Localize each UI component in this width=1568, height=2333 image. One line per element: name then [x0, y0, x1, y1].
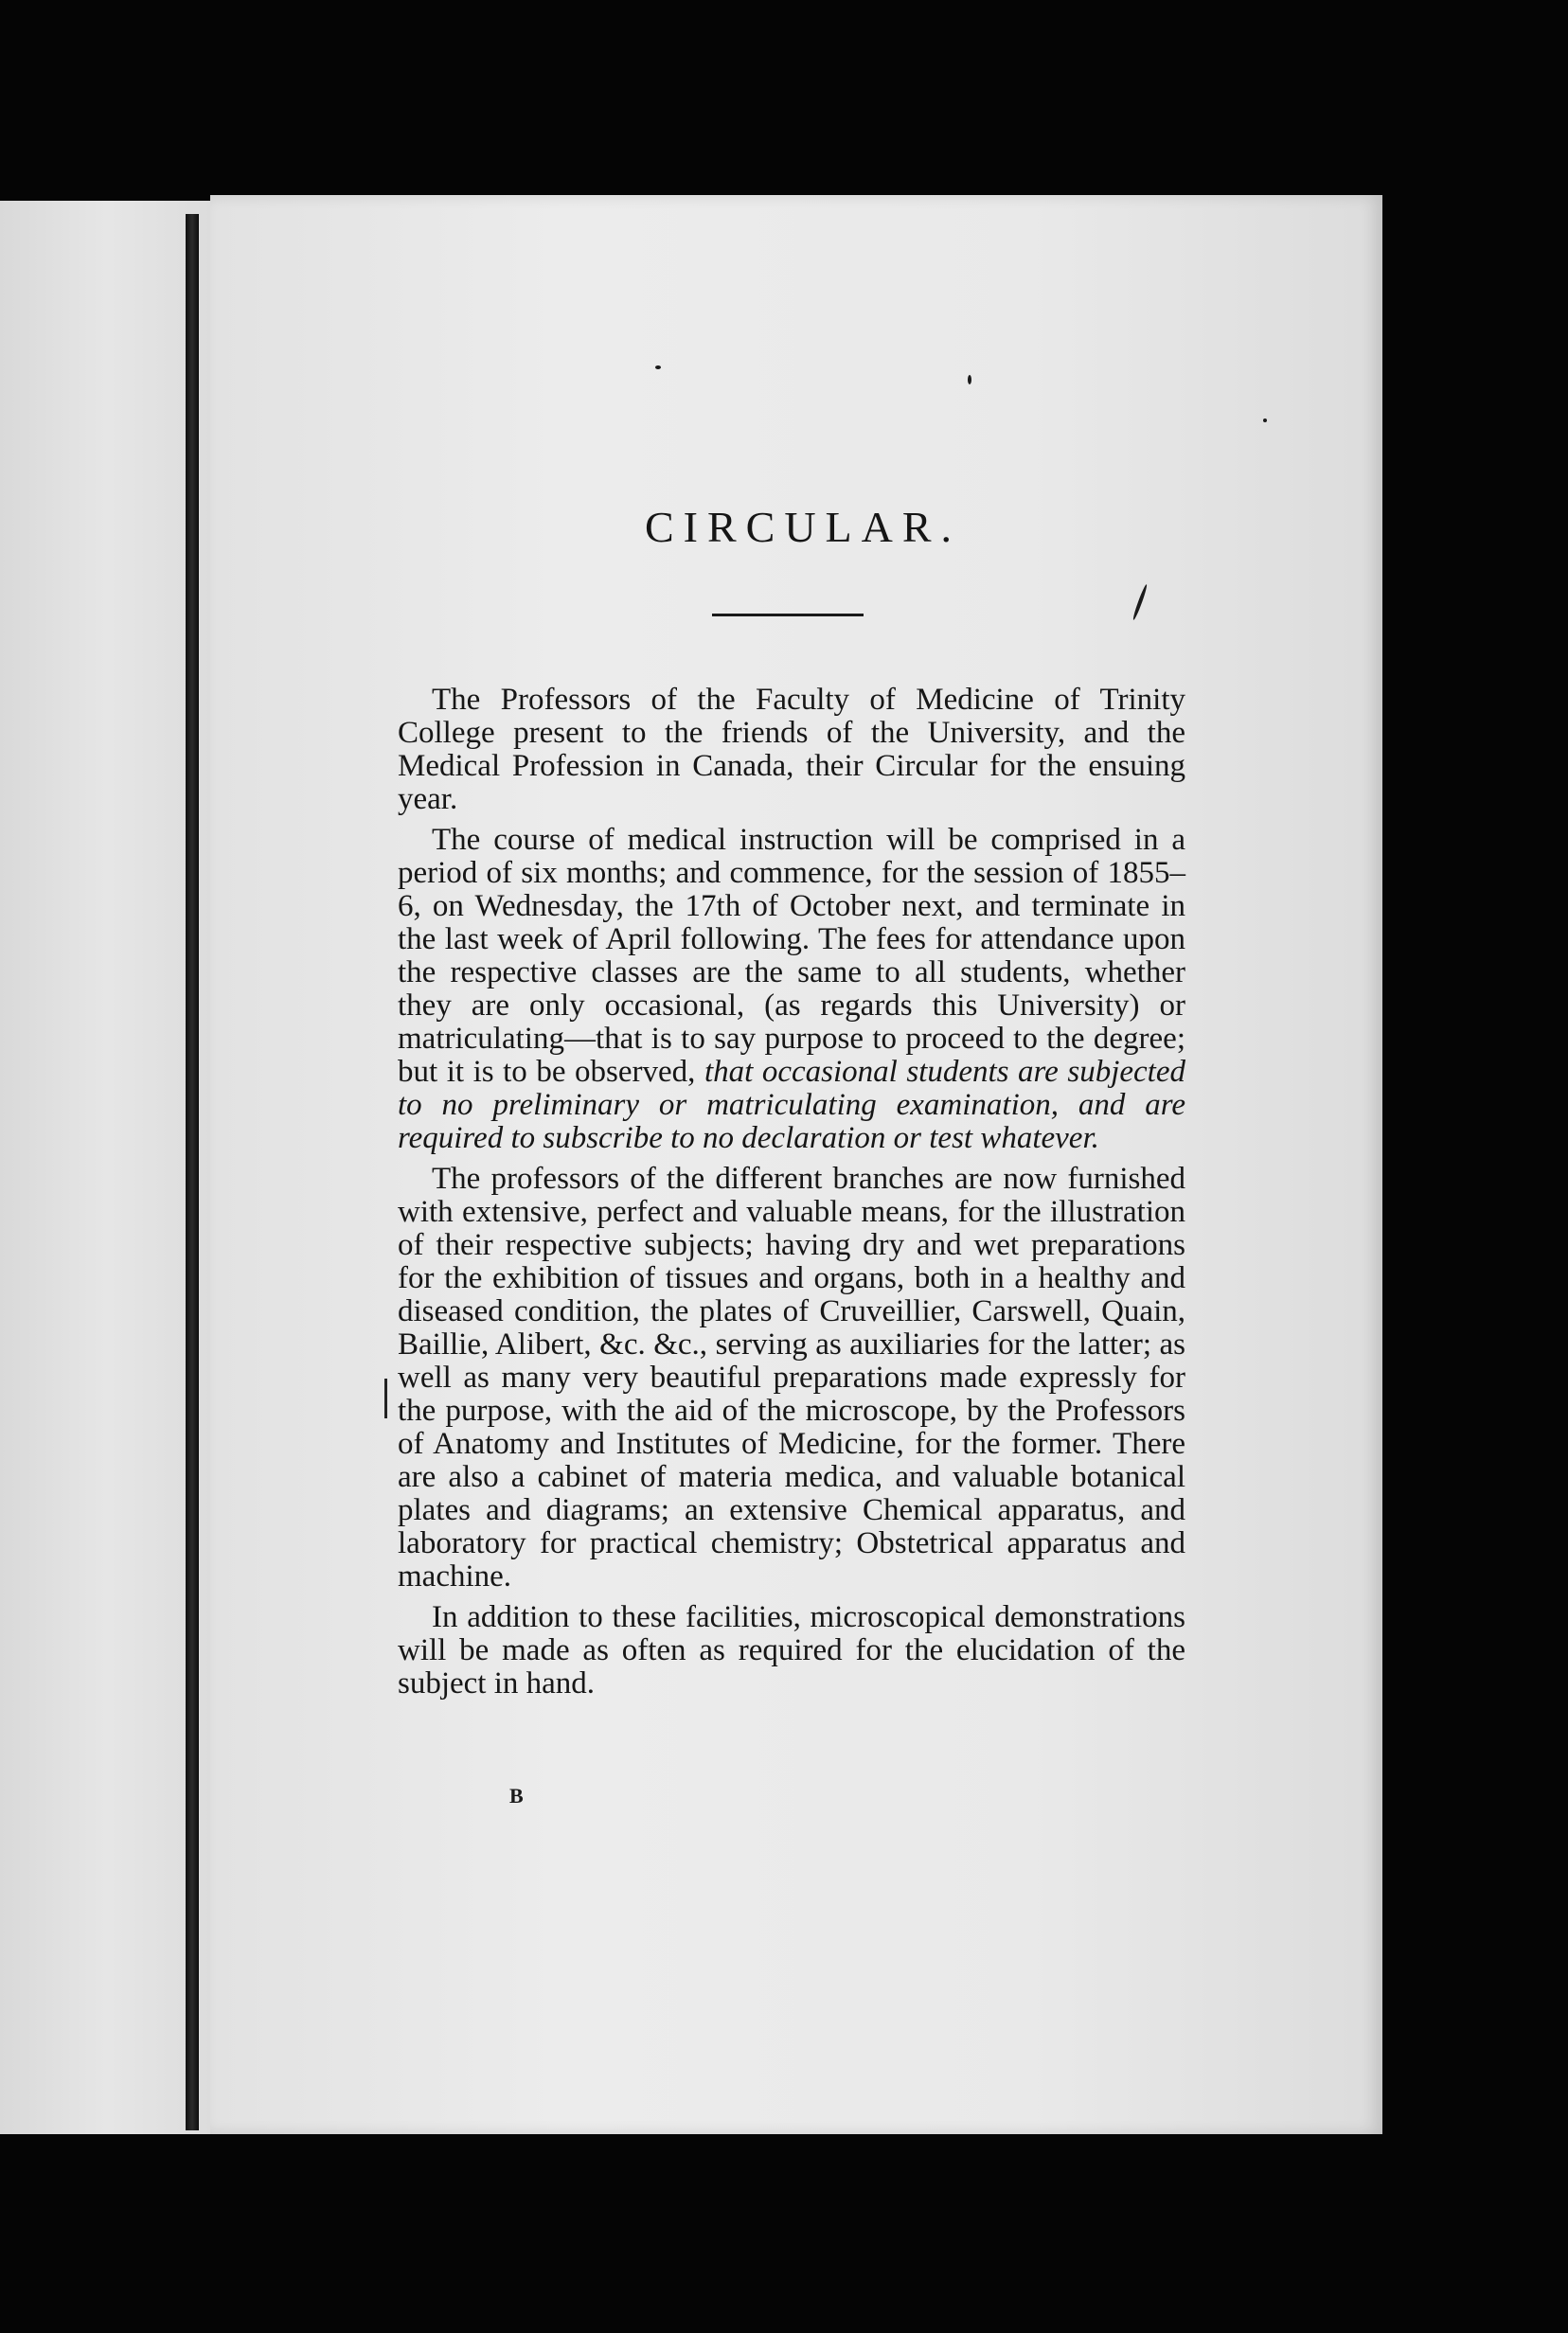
body-text: [398, 684, 1185, 1708]
ink-speck: [968, 375, 971, 384]
facing-page-edge: [0, 201, 214, 2134]
title-rule: [712, 614, 864, 616]
ink-speck: [1263, 419, 1267, 422]
ink-speck: [1131, 584, 1148, 621]
margin-mark: [384, 1379, 387, 1418]
paragraph-4: [398, 1601, 1185, 1701]
page-title: CIRCULAR.: [644, 503, 962, 551]
paragraph-1: [398, 684, 1185, 816]
paragraph-3: [398, 1163, 1185, 1594]
paragraph-2-italic-text: that occasional students are subjected to no preliminary or matriculating examination, and are required to subscribe to no declaration or test whatever.: [398, 1055, 1185, 1155]
paragraph-3-text: The professors of the different branches are now furnished with extensive, perfect and valuable means, for the illustration of their respective subjects; having dry and wet preparations for the exhibition of tissues and organs, both in a healthy and diseased condition, the plates of Cruveillier, Carswell, Quain, Baillie, Alibert, &c. &c., serving as auxiliaries for the latter; as well as many very beautiful preparations made expressly for the purpose, with the aid of the microscope, by the Professors of Anatomy and Institutes of Medicine, for the former. There are also a cabinet of materia medica, and valuable botanical plates and diagrams; an extensive Chemical apparatus, and laboratory for practical chemistry; Obstetrical apparatus and machine.: [398, 1162, 1185, 1594]
ink-speck: [655, 365, 661, 369]
signature-mark: B: [509, 1784, 524, 1808]
paragraph-2-text: The course of medical instruction will be comprised in a period of six months; and commence, for the session of 1855–6, on Wednesday, the 17th of October next, and terminate in the last week of April following. The fees for attendance upon the respective classes are the same to all students, whether they are only occasional, (as regards this University) or matriculating—that is to say purpose to proceed to the degree; but it is to be observed,: [398, 823, 1185, 1089]
paragraph-1-text: The Professors of the Faculty of Medicine of Trinity College present to the friends of the University, and the Medical Profession in Canada, their Circular for the ensuing year.: [398, 683, 1185, 816]
paragraph-4-text: In addition to these facilities, microscopical demonstrations will be made as often as required for the elucidation of the subject in hand.: [398, 1600, 1185, 1701]
paragraph-2: [398, 824, 1185, 1155]
